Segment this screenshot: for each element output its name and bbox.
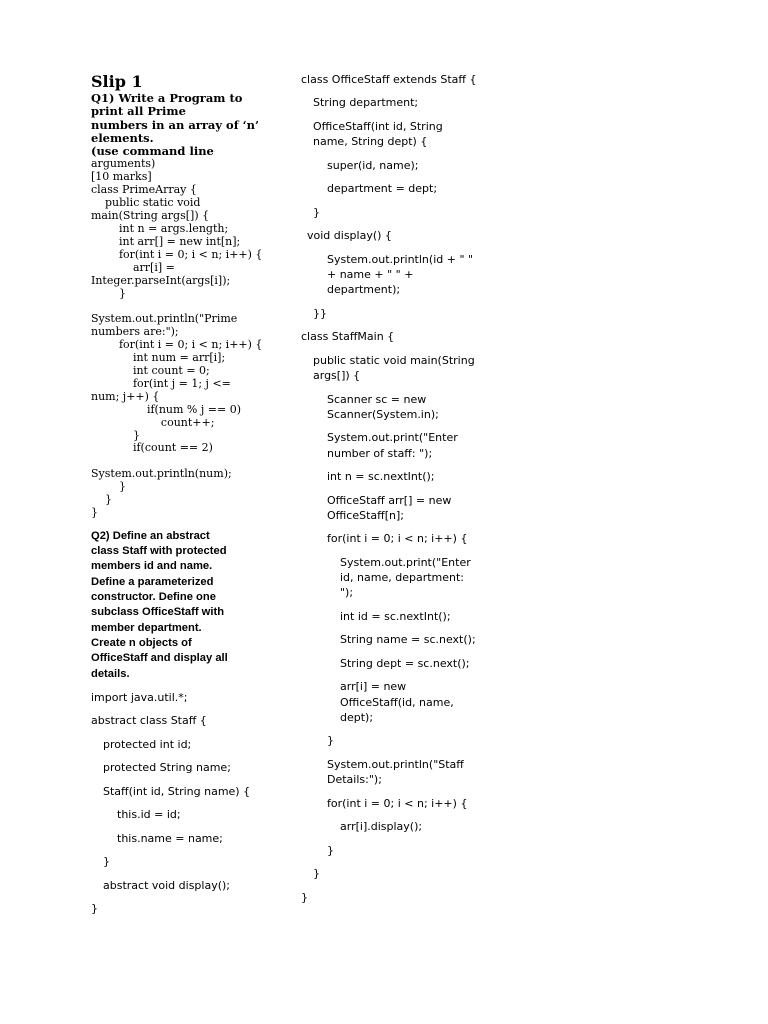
code-line: int count = 0; bbox=[91, 363, 210, 377]
code-line: int n = sc.nextInt(); bbox=[327, 470, 435, 484]
code-line: System.out.print("Enter id, name, department: "); bbox=[340, 555, 475, 600]
code-line: } bbox=[327, 843, 334, 857]
code-line: int n = args.length; bbox=[91, 222, 229, 236]
code-line: System.out.print("Enter number of staff: "); bbox=[327, 431, 462, 460]
code-line: } bbox=[313, 867, 320, 881]
code-line: } bbox=[301, 890, 308, 904]
q1-code bbox=[91, 184, 266, 520]
q1-text-line: [10 marks] bbox=[91, 170, 152, 184]
code-line: class StaffMain { bbox=[301, 330, 395, 344]
code-line: abstract class Staff { bbox=[91, 714, 207, 728]
code-line: }} bbox=[313, 306, 327, 320]
q2-line: class Staff with protected bbox=[91, 545, 227, 558]
code-line: arr[i] = bbox=[91, 260, 175, 274]
code-line: department = dept; bbox=[327, 182, 438, 196]
q2-line: member department. bbox=[91, 621, 202, 634]
q1-line: Q1) Write a Program to bbox=[91, 91, 243, 105]
code-line: count++; bbox=[91, 415, 215, 429]
q1-text-line: arguments) bbox=[91, 157, 156, 171]
q2-line: Create n objects of bbox=[91, 636, 192, 649]
code-line: this.name = name; bbox=[117, 831, 223, 845]
code-line: int num = arr[i]; bbox=[91, 351, 226, 365]
code-line: String name = sc.next(); bbox=[340, 633, 476, 647]
q2-line: members id and name. bbox=[91, 560, 213, 573]
code-line: this.id = id; bbox=[117, 808, 181, 822]
code-line: for(int i = 0; i < n; i++) { bbox=[327, 532, 468, 546]
code-line: OfficeStaff(int id, String name, String dept) { bbox=[313, 119, 447, 149]
q1-question bbox=[91, 92, 266, 158]
q1-line: numbers in an array of ‘n’ bbox=[91, 117, 260, 132]
code-line: class PrimeArray { bbox=[91, 183, 197, 197]
code-line: public static void bbox=[91, 196, 201, 210]
q2-line: Define a parameterized bbox=[91, 575, 214, 588]
code-line: Staff(int id, String name) { bbox=[103, 784, 251, 798]
code-line: void display() { bbox=[307, 229, 392, 243]
q1-line: (use command line bbox=[91, 144, 214, 159]
code-line: protected String name; bbox=[103, 761, 231, 775]
right-column bbox=[301, 72, 477, 913]
code-line: } bbox=[91, 505, 98, 519]
code-line: } bbox=[313, 205, 320, 219]
code-line: protected int id; bbox=[103, 737, 192, 751]
slip-title: Slip 1 bbox=[91, 72, 143, 91]
code-line: System.out.println("Staff Details:"); bbox=[327, 757, 468, 787]
q2-code-part2 bbox=[301, 72, 477, 905]
code-line: } bbox=[91, 493, 112, 507]
code-line: for(int i = 0; i < n; i++) { bbox=[327, 796, 468, 810]
q2-question bbox=[91, 529, 266, 682]
code-line: if(count == 2) bbox=[91, 441, 213, 455]
code-line: for(int i = 0; i < n; i++) { bbox=[91, 247, 263, 261]
code-line: arr[i].display(); bbox=[340, 820, 423, 834]
code-line: public static void main(String args[]) { bbox=[313, 353, 479, 383]
q1-plain-lines bbox=[91, 158, 266, 184]
code-line: int arr[] = new int[n]; bbox=[91, 234, 241, 248]
code-line: super(id, name); bbox=[327, 158, 419, 172]
left-column bbox=[91, 72, 266, 925]
q2-line: constructor. Define one bbox=[91, 591, 216, 604]
code-line: } bbox=[327, 734, 334, 748]
code-line: numbers are:"); bbox=[91, 325, 179, 339]
q2-code-part1 bbox=[91, 690, 266, 917]
code-line: Integer.parseInt(args[i]); bbox=[91, 273, 231, 287]
code-line: OfficeStaff arr[] = new OfficeStaff[n]; bbox=[327, 493, 455, 522]
q2-line: OfficeStaff and display all bbox=[91, 652, 228, 665]
code-line: } bbox=[91, 286, 126, 300]
code-line: System.out.println("Prime bbox=[91, 312, 238, 326]
q2-line: subclass OfficeStaff with bbox=[91, 606, 225, 619]
q1-line: print all Prime bbox=[91, 104, 186, 119]
code-line: class OfficeStaff extends Staff { bbox=[301, 73, 477, 86]
code-line: String dept = sc.next(); bbox=[340, 656, 470, 670]
code-line: arr[i] = new OfficeStaff(id, name, dept); bbox=[340, 680, 458, 724]
code-line: System.out.println(num); bbox=[91, 467, 232, 481]
code-line: int id = sc.nextInt(); bbox=[340, 609, 451, 623]
code-line: } bbox=[91, 480, 126, 494]
q2-line: details. bbox=[91, 667, 130, 680]
code-line: Scanner sc = new Scanner(System.in); bbox=[327, 392, 439, 421]
code-line: num; j++) { bbox=[91, 389, 160, 403]
code-line: for(int i = 0; i < n; i++) { bbox=[91, 338, 263, 352]
code-line: for(int j = 1; j <= bbox=[91, 376, 231, 390]
q1-line: elements. bbox=[91, 130, 154, 145]
code-line: abstract void display(); bbox=[103, 878, 231, 892]
code-line: } bbox=[103, 855, 110, 869]
code-line: if(num % j == 0) bbox=[91, 402, 241, 416]
q2-line: Q2) Define an abstract bbox=[91, 529, 210, 542]
code-line: main(String args[]) { bbox=[91, 209, 210, 223]
code-line: import java.util.*; bbox=[91, 690, 188, 704]
code-line: } bbox=[91, 428, 140, 442]
code-line: System.out.println(id + " " + name + " " + department); bbox=[327, 252, 477, 297]
code-line: String department; bbox=[313, 96, 419, 110]
code-line: } bbox=[91, 902, 98, 916]
